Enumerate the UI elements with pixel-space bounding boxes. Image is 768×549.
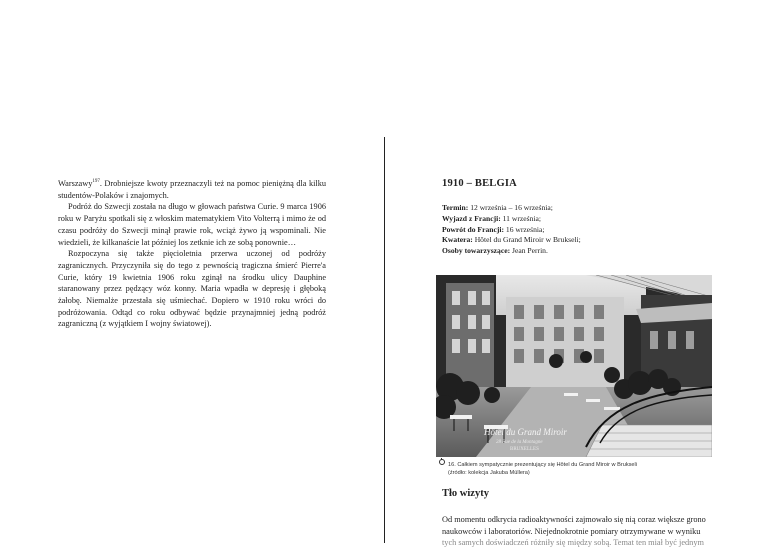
info-line-companions: Osoby towarzyszące: Jean Perrin. (442, 246, 548, 256)
paragraph-1: Warszawy$^{197}$. Drobniejsze kwoty przeznaczyli też na pomoc pieniężną dla kilku studentów-Polaków i znajomych. (58, 179, 326, 200)
body-line-3: tych samych doświadczeń różniły się między sobą. Temat ten miał być jednym (442, 538, 704, 548)
photo-illustration (436, 275, 712, 457)
body-line-1: Od momentu odkrycia radioaktywności zajmowało się nią coraz większe grono (442, 515, 706, 524)
left-page-text (58, 178, 326, 330)
right-page-body (442, 514, 714, 549)
caption-marker-icon (439, 459, 445, 465)
page-gutter-divider (384, 137, 385, 543)
info-line-lodging: Kwatera: Hôtel du Grand Miroir w Brukseli; (442, 235, 581, 245)
trip-info (442, 203, 732, 257)
photo-caption (448, 462, 708, 477)
postcard-address: 28 Rue de la Montagne (496, 440, 543, 445)
left-page (0, 0, 384, 543)
postcard-city: BRUXELLES (510, 447, 539, 452)
section-heading: Tło wizyty (442, 488, 489, 499)
info-line-term: Termin: 12 września – 16 września; (442, 203, 553, 212)
paragraph-3: Rozpoczyna się także pięcioletnia przerwa uczonej od podróży zagranicznych. Przyczyniła się do tego z pewnością tragiczna śmierć Pierre'a Curie, który 19 kwietnia 1906 roku zginął na środku ulicy Dauphine staranowany przez pędzący wóz konny. Maria wpadła w depresję i głęboką żałobę. Niemalże przestała się uśmiechać. Dopiero w 1910 roku wróci do podróżowania. Odtąd co roku odbywać będzie przynajmniej jedną podróż zagraniczną (z wyjątkiem I wojny światowej). (58, 249, 326, 329)
chapter-heading: 1910 – BELGIA (442, 178, 517, 189)
info-line-departure: Wyjazd z Francji: 11 września; (442, 213, 541, 223)
hotel-courtyard-photo (436, 275, 712, 457)
paragraph-2: Podróż do Szwecji została na długo w głowach państwa Curie. 9 marca 1906 roku w Paryżu spotkali się z włoskim matematykiem Vito Volterrą i mimo że od czasu podróży do Szwecji minął prawie rok, wciąż żywo ją wspominali. Nie wiedzieli, że kilkanaście lat później los zetknie ich ze sobą ponownie… (58, 202, 326, 247)
caption-line-2: (źródło: kolekcja Jakuba Müllera) (448, 469, 530, 476)
caption-line-1: 16. Całkiem sympatycznie prezentujący się Hôtel du Grand Miroir w Brukseli (448, 462, 638, 468)
body-line-2: naukowców i laboratoriów. Niejednokrotnie pomiary otrzymywane w wyniku (442, 526, 701, 536)
postcard-title: Hôtel du Grand Miroir (484, 427, 567, 437)
info-line-return: Powrót do Francji: 16 września; (442, 224, 545, 234)
footnote-ref: 197 (92, 179, 100, 185)
